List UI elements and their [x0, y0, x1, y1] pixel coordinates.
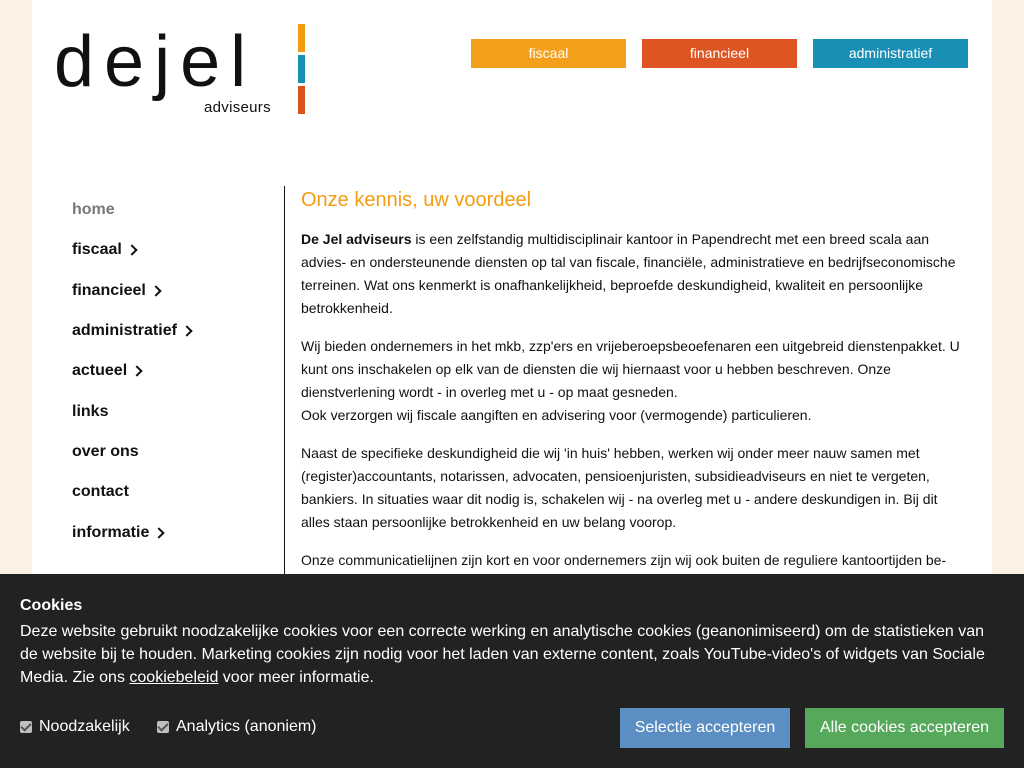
main-content	[301, 186, 967, 587]
sidebar-item-informatie[interactable]	[72, 512, 282, 552]
accept-all-cookies-button[interactable]: Alle cookies accepteren	[805, 708, 1004, 748]
paragraph-partners: Naast de specifieke deskundigheid die wij 'in huis' hebben, werken wij onder meer nauw samen met (register)accountants, notarissen, advocaten, pensioenjuristen, subsidieadviseurs en niet te vergeten, bankiers. In situaties waar dit nodig is, schakelen wij - na overleg met u - andere deskundigen in. Bij dit alles staan persoonlijke betrokkenheid en uw belang voorop.	[301, 445, 938, 530]
sidebar-item-label: administratief	[72, 322, 177, 340]
cookie-text-end: voor meer informatie.	[218, 669, 374, 686]
chevron-right-icon	[154, 527, 165, 538]
topnav-financieel-button[interactable]: financieel	[642, 39, 797, 68]
paragraph-intro	[301, 228, 967, 320]
company-name: De Jel adviseurs	[301, 231, 412, 247]
sidebar-item-label: links	[72, 402, 109, 420]
checkbox-analytics[interactable]	[157, 718, 317, 736]
topnav-administratief-button[interactable]: administratief	[813, 39, 968, 68]
accept-selection-button[interactable]: Selectie accepteren	[620, 708, 790, 748]
sidebar-item-actueel[interactable]	[72, 351, 282, 391]
checkbox-analytics-label: Analytics (anoniem)	[176, 718, 317, 735]
chevron-right-icon	[150, 285, 161, 296]
sidebar-item-label: informatie	[72, 523, 150, 541]
chevron-right-icon	[131, 366, 142, 377]
sidebar-item-label: actueel	[72, 362, 128, 380]
content-divider	[284, 186, 285, 586]
sidebar-item-administratief[interactable]	[72, 311, 282, 351]
checkbox-checked-icon[interactable]	[157, 721, 169, 733]
paragraph-services	[301, 335, 967, 427]
logo-color-bars	[298, 24, 306, 117]
sidebar-item-contact[interactable]	[72, 472, 282, 512]
paragraph-services-text: Wij bieden ondernemers in het mkb, zzp'ers en vrijeberoepsbeoefenaren een uitgebreid dienstenpakket. U kunt ons inschakelen op elk van de diensten die wij hiernaast voor u hebben beschreven. Onze dienstverlening wordt - in overleg met u - op maat gesneden.	[301, 338, 960, 400]
paragraph-communication: Onze communicatielijnen zijn kort en voor ondernemers zijn wij ook buiten de reguliere kantoortijden be-	[301, 552, 947, 568]
sidebar-item-over-ons[interactable]	[72, 432, 282, 472]
sidebar-item-home[interactable]	[72, 190, 282, 230]
sidebar-item-links[interactable]	[72, 391, 282, 431]
logo-subtitle: adviseurs	[204, 99, 271, 116]
sidebar-item-label: home	[72, 201, 115, 219]
sidebar-item-fiscaal[interactable]	[72, 230, 282, 270]
logo-bar-orange	[298, 24, 305, 52]
sidebar-item-label: contact	[72, 483, 129, 501]
cookie-text	[20, 620, 1004, 689]
cookie-banner	[0, 574, 1024, 768]
paragraph-services-private: Ook verzorgen wij fiscale aangiften en advisering voor (vermogende) particulieren.	[301, 407, 812, 423]
sidebar-item-label: over ons	[72, 442, 139, 460]
logo-bar-red	[298, 86, 305, 114]
sidebar-item-label: fiscaal	[72, 241, 122, 259]
sidebar-item-financieel[interactable]	[72, 271, 282, 311]
logo-wordmark: dejel	[54, 22, 257, 102]
checkbox-checked-icon[interactable]	[20, 721, 32, 733]
sidebar-navigation	[72, 190, 282, 553]
logo[interactable]	[54, 22, 314, 118]
page-title: Onze kennis, uw voordeel	[301, 189, 532, 211]
cookie-text-body: Deze website gebruikt noodzakelijke cookies voor een correcte werking en analytische cookies (geanonimiseerd) om de statistieken van de website bij te houden. Marketing cookies zijn nodig voor het laden van externe content, zoals YouTube-video's of widgets van Sociale Media. Zie ons	[20, 623, 985, 686]
cookie-policy-link[interactable]: cookiebeleid	[129, 669, 219, 686]
sidebar-item-label: financieel	[72, 281, 146, 299]
paragraph-intro-text: is een zelfstandig multidisciplinair kantoor in Papendrecht met een breed scala aan advies- en ondersteunende diensten op tal van fiscale, financiële, administratieve en bedrijfseconomische terreinen. Wat ons kenmerkt is onafhankelijkheid, beproefde deskundigheid, kwaliteit en persoonlijke betrokkenheid.	[301, 231, 956, 316]
checkbox-necessary-label: Noodzakelijk	[39, 718, 130, 735]
checkbox-necessary[interactable]	[20, 718, 130, 736]
chevron-right-icon	[126, 245, 137, 256]
cookie-title: Cookies	[20, 597, 83, 614]
logo-bar-blue	[298, 55, 305, 83]
topnav-fiscaal-button[interactable]: fiscaal	[471, 39, 626, 68]
chevron-right-icon	[181, 325, 192, 336]
